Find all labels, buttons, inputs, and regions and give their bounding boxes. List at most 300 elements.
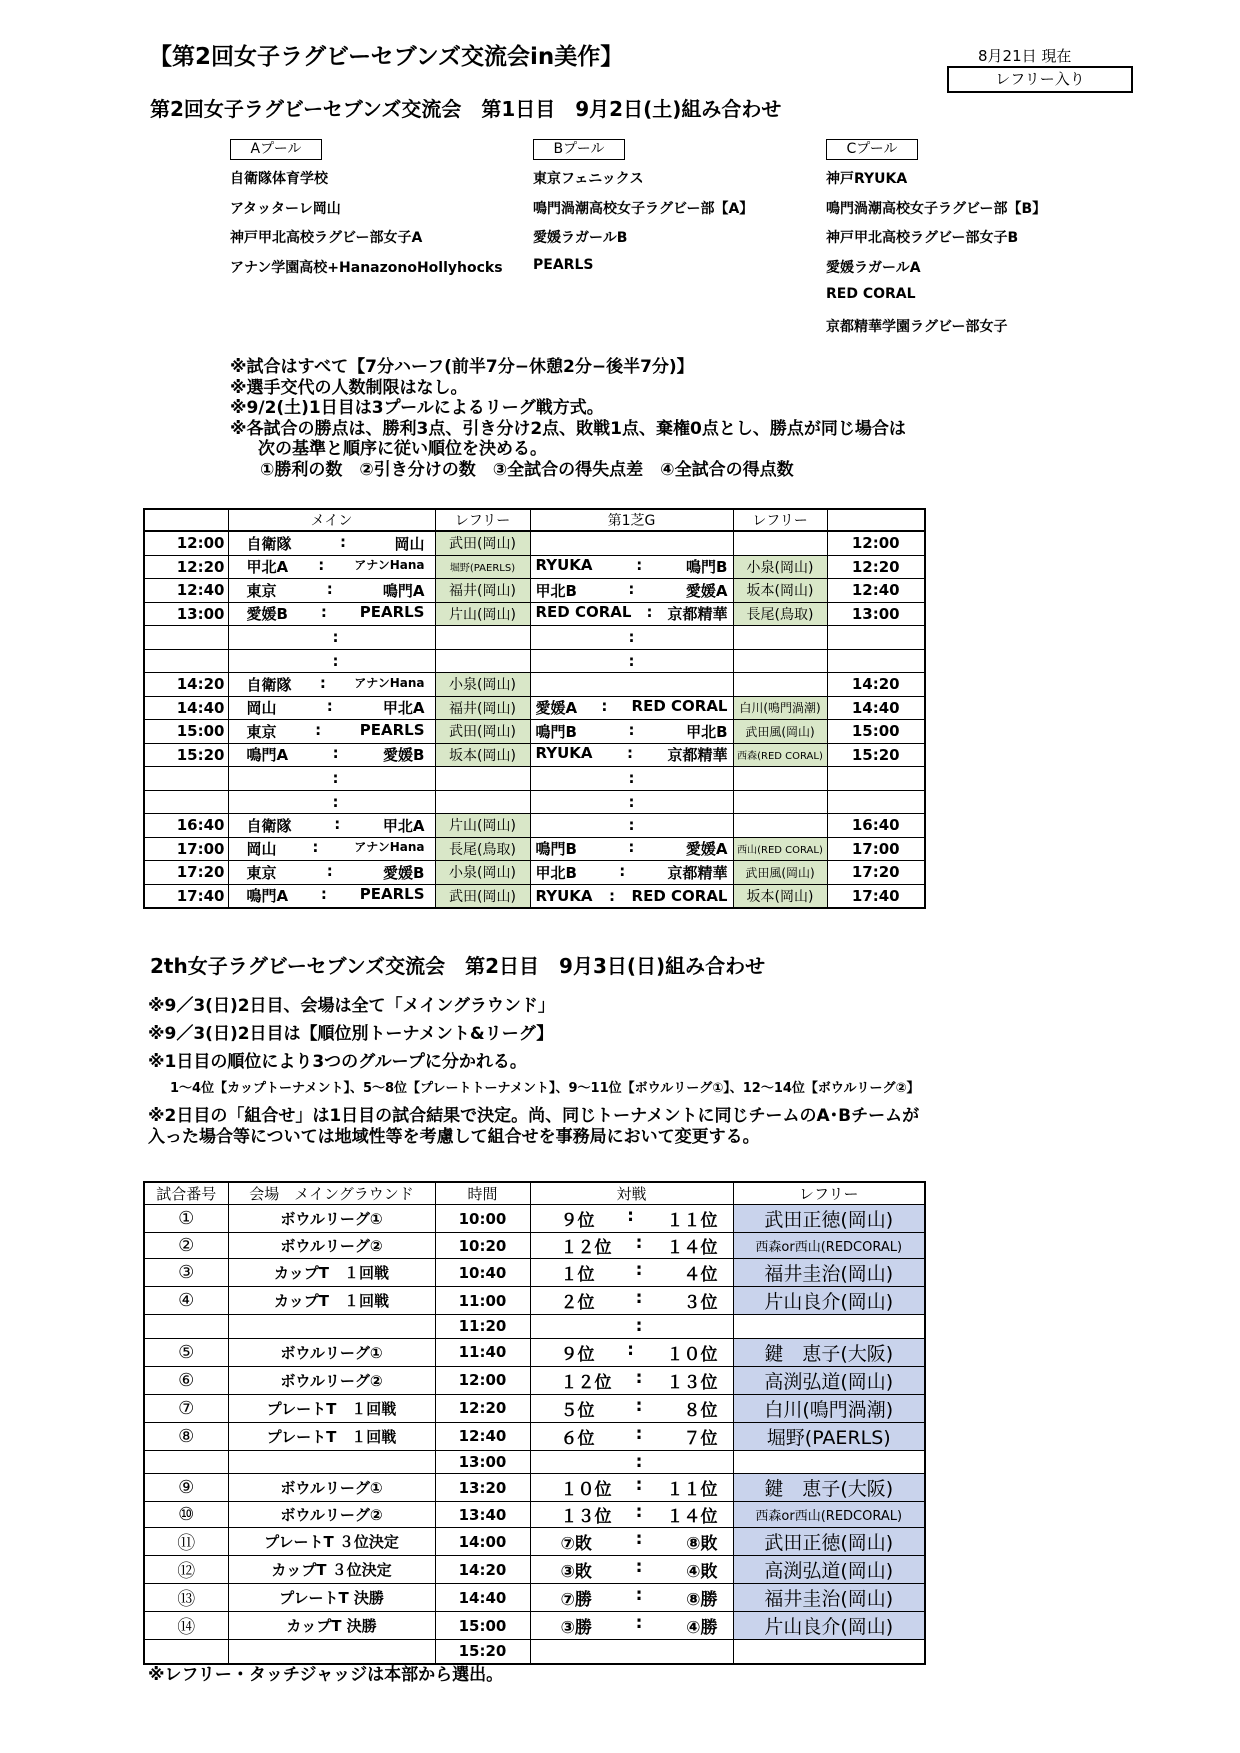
pool-b [533,139,753,286]
day1-rules [230,357,906,480]
pool-team: 愛媛ラガールA [826,259,921,276]
time-cell: 15:00 [144,720,228,744]
pool-team: 神戸甲北高校ラグビー部女子B [826,230,1019,246]
match-round: ボウルリーグ① [228,1338,435,1366]
away-team: 京都精華 [667,746,728,765]
time-cell: 12:40 [144,579,228,603]
matchup-cell [530,1394,733,1422]
home-team: 東京 [246,722,277,741]
versus-separator: : [319,673,326,692]
matchup-cell [530,1259,733,1287]
time-cell [144,790,228,814]
referee-cell: 福井(岡山) [435,696,530,720]
time-cell: 17:20 [827,861,925,885]
header-cell [144,509,228,531]
referee-cell: 堀野(PAERLS) [435,555,530,579]
header-cell: 会場 メイングラウンド [228,1182,435,1205]
table-row [144,1233,925,1259]
versus-separator: : [619,861,626,880]
header-cell [827,509,925,531]
referee-cell: 片山(岡山) [435,602,530,626]
table-row [144,1502,925,1528]
versus-separator: : [627,1206,634,1226]
time-cell: 16:40 [144,814,228,838]
table-row [144,602,925,626]
field-match-cell [530,743,733,767]
versus-separator: : [628,651,635,670]
time-cell: 15:00 [435,1612,530,1640]
referee-cell: 片山(岡山) [435,814,530,838]
time-cell: 14:20 [827,673,925,697]
match-number: ⑬ [144,1584,228,1612]
match-round: ボウルリーグ② [228,1366,435,1394]
versus-separator: : [326,861,333,880]
versus-separator: : [635,1557,643,1577]
time-cell: 14:40 [435,1584,530,1612]
versus-separator: : [635,1502,643,1522]
versus-separator: : [628,816,635,835]
home-team: 鳴門B [535,722,577,741]
field-match-cell [530,649,733,673]
home-team: 鳴門A [246,746,289,765]
team-slot: １３位 [560,1507,612,1527]
match-round: カップT １回戦 [228,1259,435,1287]
time-cell: 12:40 [435,1422,530,1450]
pool-team: 神戸甲北高校ラグビー部女子A [230,230,423,246]
table-row [144,1612,925,1640]
versus-separator: : [609,886,616,905]
away-team: アナンHana [354,558,425,573]
time-cell: 13:20 [435,1474,530,1502]
home-team: RYUKA [535,744,593,763]
home-team: 自衛隊 [246,816,292,835]
referee-cell: 西山(RED CORAL) [733,837,827,861]
table-row [144,767,925,791]
rule-line: ※2日目の「組合せ」は1日目の試合結果で決定。尚、同じトーナメントに同じチームのA･Bチームが [148,1106,920,1126]
versus-separator: : [628,838,635,857]
pool-team: 自衛隊体育学校 [230,171,328,187]
match-round [228,1315,435,1339]
pool-c [826,139,1046,345]
table-row [144,531,925,555]
match-number: ⑨ [144,1474,228,1502]
time-cell: 15:20 [144,743,228,767]
match-number: ⑤ [144,1338,228,1366]
field-match-cell [530,720,733,744]
pool-team: 鳴門渦潮高校女子ラグビー部【B】 [826,200,1047,217]
versus-separator: : [635,1395,643,1416]
matchup-cell [530,1502,733,1528]
time-cell: 13:40 [435,1502,530,1528]
matchup-cell [530,1338,733,1366]
table-row [144,1528,925,1556]
versus-separator: : [646,603,653,622]
as-of-date: 8月21日 現在 [978,47,1072,65]
versus-separator: : [635,1585,643,1605]
time-cell: 17:40 [827,884,925,908]
table-row [144,696,925,720]
team-slot: ③敗 [560,1562,592,1582]
versus-separator: : [318,556,325,575]
main-match-cell [228,861,435,885]
referee-cell [733,1640,925,1664]
field-match-cell [530,884,733,908]
versus-separator: : [635,1316,643,1337]
matchup-cell [530,1612,733,1640]
table-row [144,861,925,885]
referee-cell: 高渕弘道(岡山) [733,1366,925,1394]
time-cell: 11:00 [435,1287,530,1315]
time-cell: 13:00 [435,1450,530,1474]
team-slot: ③勝 [560,1618,592,1638]
time-cell [827,790,925,814]
pool-team: PEARLS [533,256,594,273]
main-match-cell [228,837,435,861]
match-number: ⑪ [144,1528,228,1556]
referee-cell: 西森or西山(REDCORAL) [733,1233,925,1259]
field-match-cell [530,861,733,885]
home-team: 鳴門A [246,887,289,906]
main-match-cell [228,602,435,626]
away-team: 京都精華 [667,605,728,624]
time-cell [144,626,228,650]
day2-rules [148,992,920,1148]
main-match-cell [228,649,435,673]
table-row [144,626,925,650]
pool-team: 東京フェニックス [533,171,644,187]
table-header-row [144,509,925,531]
table-row [144,884,925,908]
table-row [144,1338,925,1366]
team-slot: ⑧敗 [686,1534,718,1554]
team-slot: １２位 [560,1238,612,1258]
referee-cell: 高渕弘道(岡山) [733,1556,925,1584]
team-slot: ④勝 [686,1618,718,1638]
team-slot: １位 [560,1265,595,1285]
away-team: 鳴門A [382,581,425,600]
time-cell: 12:00 [827,531,925,555]
referee-cell: 長尾(鳥取) [435,837,530,861]
table-row [144,743,925,767]
versus-separator: : [312,838,319,857]
versus-separator: : [635,1288,643,1308]
versus-separator: : [627,1339,634,1360]
team-slot: ３位 [683,1293,718,1313]
matchup-cell [530,1315,733,1339]
referee-cell: 坂本(岡山) [733,884,827,908]
referee-note-box: レフリー入り [947,66,1133,93]
away-team: 愛媛B [383,746,425,765]
referee-cell: 小泉(岡山) [435,861,530,885]
home-team: 東京 [246,863,277,882]
referee-cell: 片山良介(岡山) [733,1287,925,1315]
field-match-cell [530,673,733,697]
team-slot: ⑦敗 [560,1534,592,1554]
referee-cell [733,531,827,555]
main-match-cell [228,884,435,908]
referee-cell: 武田(岡山) [435,884,530,908]
referee-cell: 白川(鳴門渦潮) [733,1394,925,1422]
versus-separator: : [332,744,339,763]
referee-cell: 西森or西山(REDCORAL) [733,1502,925,1528]
home-team: 愛媛B [246,605,288,624]
referee-cell: 坂本(岡山) [435,743,530,767]
team-slot: ⑦勝 [560,1590,592,1610]
table-row [144,1422,925,1450]
away-team: 鳴門B [686,558,728,577]
field-match-cell [530,696,733,720]
day2-schedule-table [143,1181,926,1665]
versus-separator: : [326,579,333,598]
table-header-row [144,1182,925,1205]
table-row [144,555,925,579]
referee-cell: 武田(岡山) [435,531,530,555]
table-row [144,1366,925,1394]
time-cell: 12:00 [144,531,228,555]
match-round: カップT 決勝 [228,1612,435,1640]
field-match-cell [530,579,733,603]
main-match-cell [228,555,435,579]
home-team: 甲北B [535,863,577,882]
time-cell: 14:20 [144,673,228,697]
versus-separator: : [635,1423,643,1444]
away-team: 愛媛A [685,581,728,600]
pool-label: Bプール [533,139,625,160]
time-cell: 12:20 [144,555,228,579]
table-row [144,1205,925,1233]
referee-cell [733,814,827,838]
time-cell [144,767,228,791]
match-round: プレートT ３位決定 [228,1528,435,1556]
header-cell: メイン [228,509,435,531]
field-match-cell [530,555,733,579]
match-number: ⑦ [144,1394,228,1422]
time-cell: 13:00 [144,602,228,626]
pool-label: Aプール [230,139,322,160]
away-team: 岡山 [394,534,425,553]
document-title: 【第2回女子ラグビーセブンズ交流会in美作】 [149,44,624,70]
rule-line: 1～4位【カップトーナメント】、5～8位【プレートトーナメント】、9～11位【ボウルリーグ①】、12～14位【ボウルリーグ②】 [170,1081,920,1096]
field-match-cell [530,814,733,838]
header-cell: 試合番号 [144,1182,228,1205]
rule-line: ※試合はすべて【7分ハーフ(前半7分−休憩2分−後半7分)】 [230,357,694,377]
table-row [144,1259,925,1287]
time-cell: 10:20 [435,1233,530,1259]
referee-cell [435,767,530,791]
table-row [144,1450,925,1474]
team-slot: ９位 [560,1211,595,1231]
referee-cell: 武田風(岡山) [733,861,827,885]
referee-cell: 福井(岡山) [435,579,530,603]
time-cell: 12:40 [827,579,925,603]
main-match-cell [228,531,435,555]
versus-separator: : [332,792,339,811]
team-slot: ８位 [683,1400,718,1421]
time-cell: 11:40 [435,1338,530,1366]
referee-cell: 福井圭治(岡山) [733,1584,925,1612]
match-round: ボウルリーグ① [228,1474,435,1502]
match-round: ボウルリーグ② [228,1502,435,1528]
rule-line: ※9／3(日)2日目、会場は全て「メイングラウンド」 [148,996,555,1016]
match-round: カップT ３位決定 [228,1556,435,1584]
versus-separator: : [636,556,643,575]
versus-separator: : [635,1451,643,1472]
header-cell: 時間 [435,1182,530,1205]
header-cell: レフリー [435,509,530,531]
table-row [144,837,925,861]
rule-line: ①勝利の数 ②引き分けの数 ③全試合の得失点差 ④全試合の得点数 [260,459,794,480]
table-row [144,1474,925,1502]
team-slot: ５位 [560,1400,595,1421]
table-row [144,673,925,697]
pool-team: アナン学園高校+HanazonoHollyhocks [230,259,503,276]
referee-cell: 西森(RED CORAL) [733,743,827,767]
main-match-cell [228,673,435,697]
footnote: ※レフリー・タッチジャッジは本部から選出。 [148,1665,504,1685]
time-cell: 16:40 [827,814,925,838]
home-team: RED CORAL [535,603,632,622]
away-team: アナンHana [354,675,425,690]
main-match-cell [228,720,435,744]
versus-separator: : [315,720,322,739]
matchup-cell [530,1528,733,1556]
time-cell: 15:20 [435,1640,530,1664]
day1-schedule-table [143,508,926,909]
team-slot: ４位 [683,1265,718,1285]
main-match-cell [228,579,435,603]
away-team: 愛媛A [685,840,728,859]
team-slot: １０位 [666,1344,718,1365]
referee-cell [733,1450,925,1474]
main-match-cell [228,814,435,838]
referee-cell: 坂本(岡山) [733,579,827,603]
rule-line: ※9／3(日)2日目は【順位別トーナメント&リーグ】 [148,1024,554,1044]
referee-cell: 鍵 恵子(大阪) [733,1474,925,1502]
field-match-cell [530,626,733,650]
matchup-cell [530,1556,733,1584]
referee-cell [435,790,530,814]
match-number: ② [144,1233,228,1259]
versus-separator: : [635,1529,643,1549]
versus-separator: : [332,628,339,647]
home-team: RYUKA [535,556,593,575]
home-team: 甲北A [246,558,289,577]
matchup-cell [530,1640,733,1664]
team-slot: ６位 [560,1428,595,1449]
referee-cell: 武田正徳(岡山) [733,1528,925,1556]
pool-label: Cプール [826,139,918,160]
versus-separator: : [320,885,327,904]
time-cell: 17:00 [827,837,925,861]
time-cell: 10:00 [435,1205,530,1233]
match-round: プレートT １回戦 [228,1422,435,1450]
time-cell: 10:40 [435,1259,530,1287]
time-cell: 12:20 [827,555,925,579]
home-team: 岡山 [246,699,277,718]
match-round: プレートT 決勝 [228,1584,435,1612]
table-row [144,1584,925,1612]
team-slot: １４位 [666,1238,718,1258]
referee-cell: 小泉(岡山) [435,673,530,697]
table-row [144,649,925,673]
day1-title: 第2回女子ラグビーセブンズ交流会 第1日目 9月2日(土)組み合わせ [150,97,782,121]
away-team: 甲北B [686,722,728,741]
referee-cell [733,790,827,814]
team-slot: ７位 [683,1428,718,1449]
referee-cell [733,767,827,791]
matchup-cell [530,1450,733,1474]
versus-separator: : [635,1367,643,1388]
versus-separator: : [635,1613,643,1633]
versus-separator: : [628,628,635,647]
away-team: PEARLS [359,720,425,739]
main-match-cell [228,626,435,650]
versus-separator: : [627,744,633,763]
away-team: RED CORAL [631,697,728,716]
field-match-cell [530,602,733,626]
time-cell: 14:20 [435,1556,530,1584]
time-cell: 14:00 [435,1528,530,1556]
table-row [144,1287,925,1315]
matchup-cell [530,1474,733,1502]
referee-cell [435,626,530,650]
referee-cell: 福井圭治(岡山) [733,1259,925,1287]
referee-cell [733,649,827,673]
versus-separator: : [628,769,635,788]
matchup-cell [530,1287,733,1315]
table-row [144,1394,925,1422]
versus-separator: : [628,579,635,598]
time-cell [827,649,925,673]
table-row [144,790,925,814]
versus-separator: : [320,603,327,622]
home-team: 自衛隊 [246,675,292,694]
match-number: ⑫ [144,1556,228,1584]
home-team: 自衛隊 [246,534,292,553]
match-number: ③ [144,1259,228,1287]
pool-team: 神戸RYUKA [826,171,908,187]
team-slot: １１位 [666,1211,718,1231]
time-cell [827,767,925,791]
pool-team: 京都精華学園ラグビー部女子 [826,318,1008,335]
time-cell: 12:20 [435,1394,530,1422]
referee-cell: 武田正徳(岡山) [733,1205,925,1233]
team-slot: １０位 [560,1480,612,1500]
header-cell: レフリー [733,509,827,531]
versus-separator: : [332,651,339,670]
referee-cell: 小泉(岡山) [733,555,827,579]
away-team: 京都精華 [667,863,728,882]
table-row [144,720,925,744]
main-match-cell [228,767,435,791]
match-number [144,1315,228,1339]
rule-line: 次の基準と順序に従い順位を決める。 [258,439,547,459]
match-round [228,1450,435,1474]
match-number [144,1450,228,1474]
match-round: ボウルリーグ② [228,1233,435,1259]
field-match-cell [530,790,733,814]
referee-cell: 片山良介(岡山) [733,1612,925,1640]
away-team: 甲北A [382,816,425,835]
time-cell: 15:00 [827,720,925,744]
time-cell: 17:00 [144,837,228,861]
versus-separator: : [601,697,608,716]
home-team: RYUKA [535,886,593,905]
field-match-cell [530,531,733,555]
team-slot: １２位 [560,1372,612,1393]
rule-line: ※1日目の順位により3つのグループに分かれる。 [148,1052,527,1072]
match-number: ⑩ [144,1502,228,1528]
